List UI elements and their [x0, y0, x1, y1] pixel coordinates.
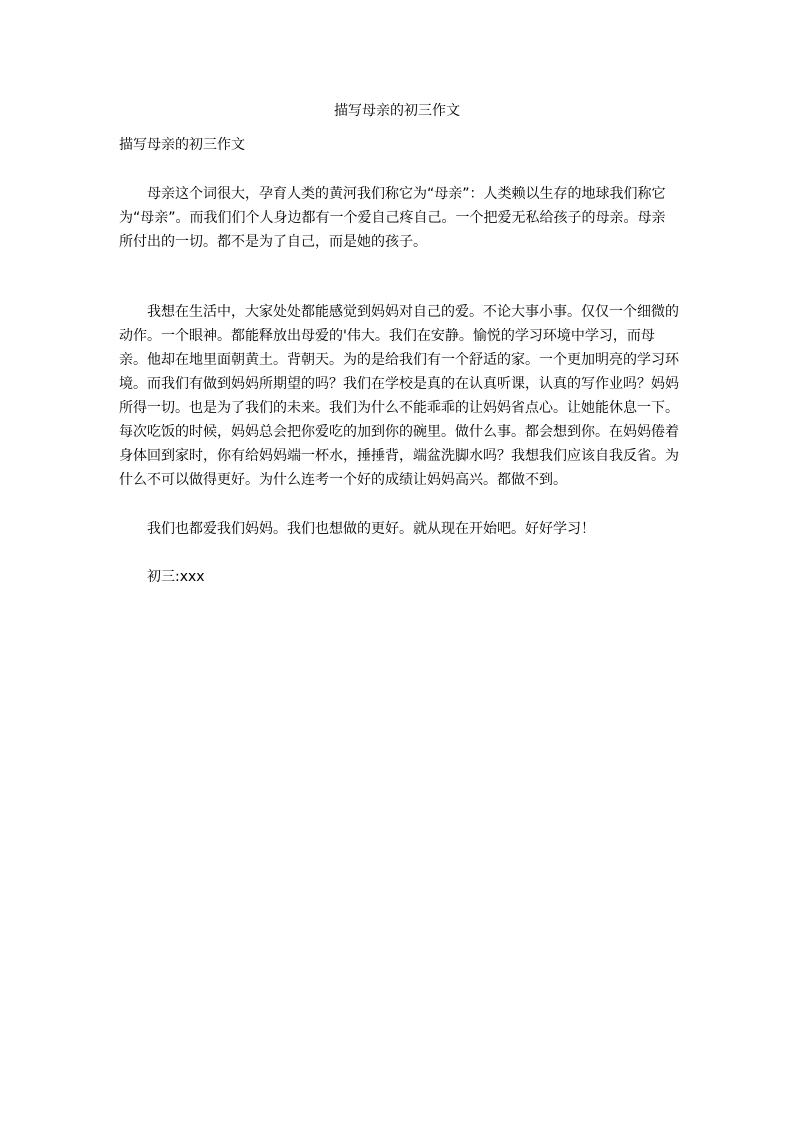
signature: 初三:xxx [147, 569, 205, 585]
document-title: 描写母亲的初三作文 [334, 103, 460, 119]
paragraph-2: 我想在生活中，大家处处都能感觉到妈妈对自己的爱。不论大事小事。仅仅一个细微的动作。一个眼神。都能释放出母爱的'伟大。我们在安静。愉悦的学习环境中学习，而母亲。他却在地里面朝黄土。背朝天。为的是给我们有一个舒适的家。一个更加明亮的学习环境。而我们有做到妈妈所期望的吗？我们在学校是真的在认真听课，认真的写作业吗？妈妈所得一切。也是为了我们的未来。我们为什么不能乖乖的让妈妈省点心。让她能休息一下。每次吃饭的时候，妈妈总会把你爱吃的加到你的碗里。做什么事。都会想到你。在妈妈倦着身体回到家时，你有给妈妈端一杯水，捶捶背，端盆洗脚水吗？我想我们应该自我反省。为什么不可以做得更好。为什么连考一个好的成绩让妈妈高兴。都做不到。 [119, 304, 679, 488]
document-subtitle: 描写母亲的初三作文 [119, 137, 245, 153]
paragraph-3: 我们也都爱我们妈妈。我们也想做的更好。就从现在开始吧。好好学习！ [147, 521, 595, 537]
paragraph-1: 母亲这个词很大，孕育人类的黄河我们称它为“母亲”：人类赖以生存的地球我们称它为“母亲”。而我们们个人身边都有一个爱自己疼自己。一个把爱无私给孩子的母亲。母亲所付出的一切。都不是为了自己，而是她的孩子。 [119, 186, 666, 250]
